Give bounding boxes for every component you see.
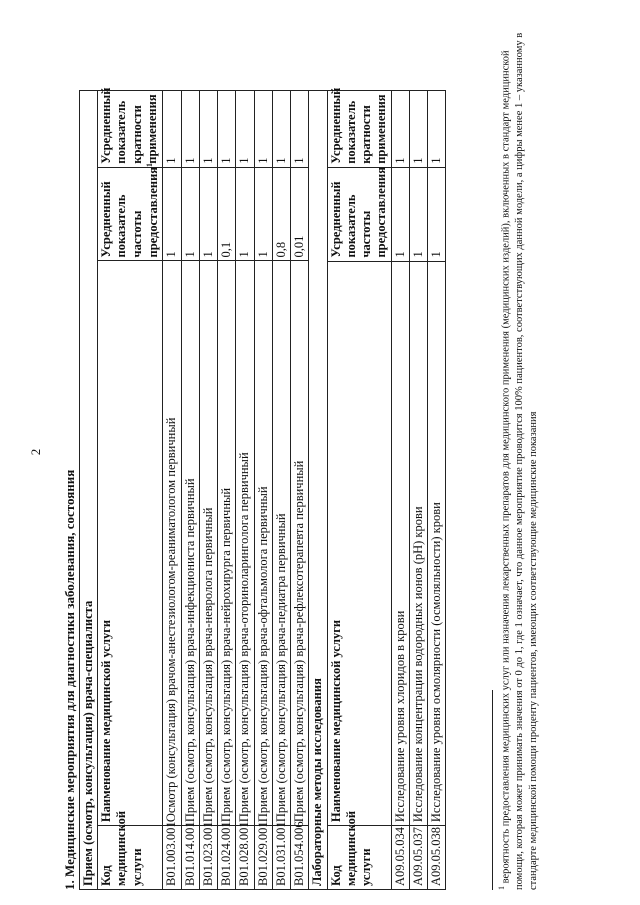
header-name: Наименование медицинской услуги: [327, 261, 391, 826]
service-name: Осмотр (консультация) врачом-анестезиологом-реаниматологом первичный: [163, 261, 181, 826]
service-code: B01.031.001: [272, 826, 290, 890]
block-title: Лабораторные методы исследования: [309, 91, 327, 890]
service-code: B01.028.001: [236, 826, 254, 890]
table-header-row: [327, 91, 391, 890]
service-name: Прием (осмотр, консультация) врача-нейрохирурга первичный: [218, 261, 236, 826]
header-multiplicity: Усредненный показатель кратности применения: [98, 91, 163, 168]
service-name: Прием (осмотр, консультация) врача-оториноларинголога первичный: [236, 261, 254, 826]
multiplicity-value: 1: [291, 91, 309, 168]
frequency-value: 0,1: [218, 167, 236, 261]
service-code: B01.024.001: [218, 826, 236, 890]
table-row: [199, 91, 217, 890]
footnote-divider: [492, 690, 493, 890]
rotated-page-content: [60, 10, 640, 890]
header-name: Наименование медицинской услуги: [98, 261, 163, 826]
table-row: [291, 91, 309, 890]
frequency-value: 1: [409, 167, 427, 261]
frequency-value: 1: [181, 167, 199, 261]
service-code: B01.023.001: [199, 826, 217, 890]
table-header-row: [98, 91, 163, 890]
service-name: Исследование уровня осмолярности (осмоляльности) крови: [428, 261, 446, 826]
frequency-value: 1: [163, 167, 181, 261]
table-row: [236, 91, 254, 890]
table-row: [409, 91, 427, 890]
service-name: Исследование концентрации водородных ионов (pH) крови: [409, 261, 427, 826]
service-name: Исследование уровня хлоридов в крови: [391, 261, 409, 826]
header-frequency: Усредненный показатель частоты предоставления$^1$: [98, 167, 163, 261]
multiplicity-value: 1: [181, 91, 199, 168]
service-code: B01.014.001: [181, 826, 199, 890]
service-code: A09.05.034: [391, 826, 409, 890]
service-code: A09.05.038: [428, 826, 446, 890]
service-name: Прием (осмотр, консультация) врача-инфекциониста первичный: [181, 261, 199, 826]
service-name: Прием (осмотр, консультация) врача-рефлексотерапевта первичный: [291, 261, 309, 826]
frequency-value: 1: [254, 167, 272, 261]
service-code: B01.003.001: [163, 826, 181, 890]
laboratory-table: [308, 87, 446, 890]
header-code: Код медицинской услуги: [98, 826, 163, 890]
table-row: [254, 91, 272, 890]
table-row: [163, 91, 181, 890]
header-frequency: Усредненный показатель частоты предоставления: [327, 167, 391, 261]
frequency-value: 1: [428, 167, 446, 261]
multiplicity-value: 1: [236, 91, 254, 168]
multiplicity-value: 1: [163, 91, 181, 168]
table-row: [428, 91, 446, 890]
service-name: Прием (осмотр, консультация) врача-офтальмолога первичный: [254, 261, 272, 826]
footnote: $^1$ вероятность предоставления медицинских услуг или назначения лекарственных препаратов для медицинского применения (медицинских изделий), включенных в стандарт медицинской помощи, которая может принимать значения от 0 до 1, где 1 означает, что данное мероприятие проводится 100% пациентов, соответствующих данной модели, а цифры менее 1 – указанному в стандарте медицинской помощи проценту пациентов, имеющих соответствующие медицинские показания: [497, 32, 539, 890]
frequency-value: 1: [391, 167, 409, 261]
table-row: [218, 91, 236, 890]
footnote-mark: 1: [144, 162, 154, 167]
multiplicity-value: 1: [272, 91, 290, 168]
service-name: Прием (осмотр, консультация) врача-педиатра первичный: [272, 261, 290, 826]
section-title: 1. Медицинские мероприятия для диагностики заболевания, состояния: [62, 469, 77, 890]
service-code: B01.029.001: [254, 826, 272, 890]
service-code: B01.054.006: [291, 826, 309, 890]
block-title: Прием (осмотр, консультация) врача-специалиста: [79, 91, 97, 890]
multiplicity-value: 1: [254, 91, 272, 168]
frequency-value: 0,8: [272, 167, 290, 261]
header-multiplicity: Усредненный показатель кратности применения: [327, 91, 391, 168]
table-row: [272, 91, 290, 890]
frequency-value: 1: [199, 167, 217, 261]
service-name: Прием (осмотр, консультация) врача-невролога первичный: [199, 261, 217, 826]
frequency-value: 1: [236, 167, 254, 261]
page-number: 2: [28, 448, 43, 456]
specialist-table: [79, 87, 309, 890]
multiplicity-value: 1: [199, 91, 217, 168]
service-code: A09.05.037: [409, 826, 427, 890]
frequency-value: 0,01: [291, 167, 309, 261]
multiplicity-value: 1: [428, 91, 446, 168]
multiplicity-value: 1: [218, 91, 236, 168]
multiplicity-value: 1: [409, 91, 427, 168]
table-row: [391, 91, 409, 890]
table-row: [181, 91, 199, 890]
header-code: Код медицинской услуги: [327, 826, 391, 890]
multiplicity-value: 1: [391, 91, 409, 168]
